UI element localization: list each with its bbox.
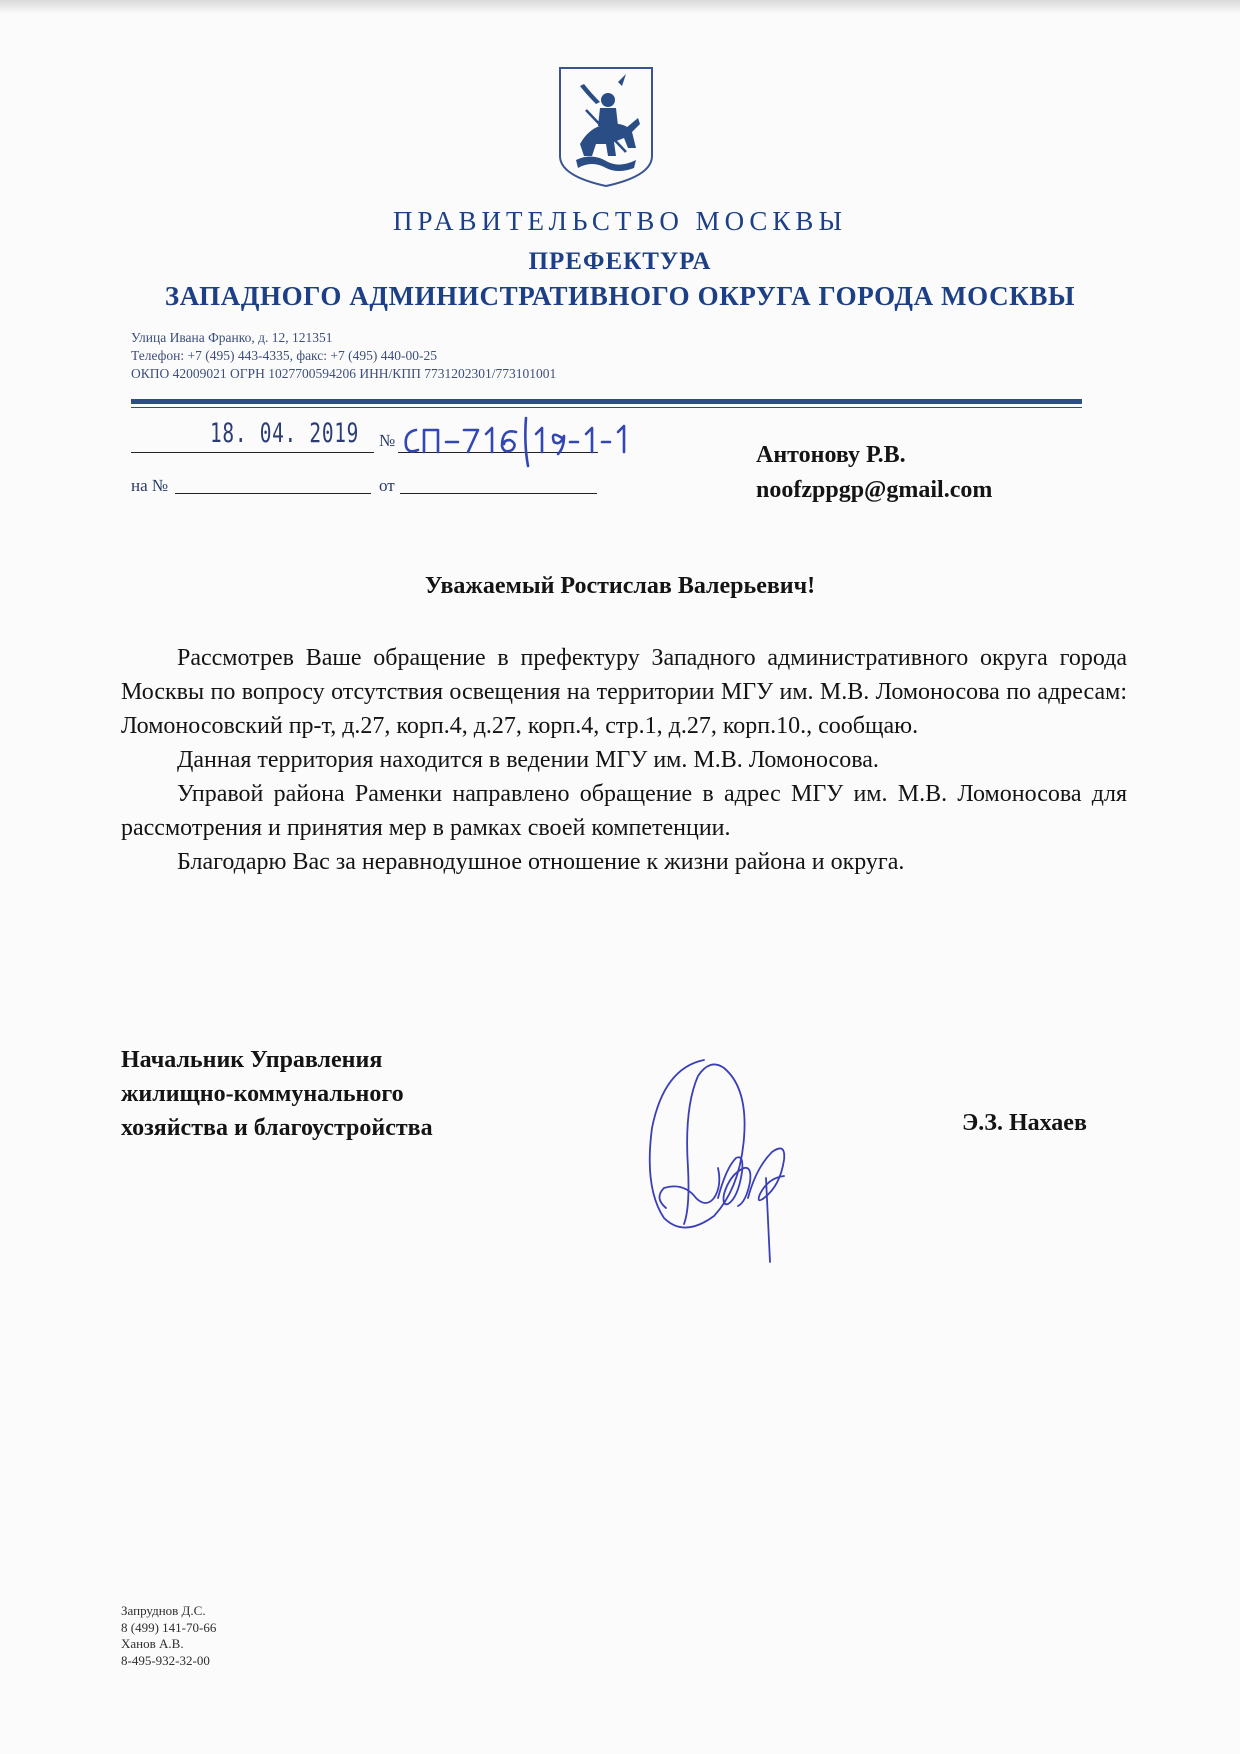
executor-line: 8-495-932-32-00 [121,1652,210,1668]
body-paragraph: Рассмотрев Ваше обращение в префектуру Западного административного округа города Москвы по вопросу отсутствия освещения на территории МГУ им. М.В. Ломоносова по адресам: Ломоносовский пр-т, д.27, корп.4, д.27, корп.4, стр.1, д.27, корп.10., сообщаю. [121,645,1127,739]
date-line [131,452,374,453]
from-label: от [379,476,395,495]
reference-number-label: на № [131,476,169,495]
letterhead-contacts [131,329,556,383]
signer-position [121,1043,433,1145]
body-paragraph: Данная территория находится в ведении МГУ им. М.В. Ломоносова. [177,747,879,773]
greeting: Уважаемый Ростислав Валерьевич! [424,573,816,599]
handwritten-registration-number [398,412,678,468]
executor-line: Ханов А.В. [121,1636,184,1651]
from-line [400,493,597,494]
letterhead-divider-thick [131,399,1082,404]
letterhead-divider-thin [131,407,1082,408]
handwritten-signature [644,1048,806,1272]
district-title: ЗАПАДНОГО АДМИНИСТРАТИВНОГО ОКРУГА ГОРОДА МОСКВЫ [164,281,1076,311]
signer-name: Э.З. Нахаев [962,1110,1087,1136]
addressee-block [756,438,992,508]
prefecture-title: ПРЕФЕКТУРА [528,248,712,275]
government-title: ПРАВИТЕЛЬСТВО МОСКВЫ [392,206,847,236]
letterhead-codes: ОКПО 42009021 ОГРН 1027700594206 ИНН/КПП 7731202301/773101001 [131,366,557,381]
scan-edge-shadow [0,0,1240,14]
signer-position-line: жилищно-коммунального [121,1081,404,1107]
executors-block [121,1603,216,1669]
body-paragraph: Благодарю Вас за неравнодушное отношение к жизни района и округа. [177,849,905,875]
number-label: № [379,431,396,450]
registration-date-stamp: 18. 04. 2019 [210,418,360,449]
letterhead-phone: Телефон: +7 (495) 443-4335, факс: +7 (495) 440-00-25 [131,348,437,363]
letter-body [121,641,1127,879]
letterhead-address: Улица Ивана Франко, д. 12, 121351 [131,330,333,345]
addressee-email: noofzppgp@gmail.com [756,477,993,503]
executor-line: 8 (499) 141-70-66 [121,1619,217,1635]
signer-position-line: Начальник Управления [121,1047,383,1073]
signer-position-line: хозяйства и благоустройства [121,1115,433,1141]
executor-line: Запруднов Д.С. [121,1603,206,1618]
body-paragraph: Управой района Раменки направлено обращение в адрес МГУ им. М.В. Ломоносова для рассмотрения и принятия мер в рамках своей компетенции. [121,781,1127,841]
addressee-name: Антонову Р.В. [756,442,906,468]
moscow-coat-of-arms-icon [556,64,656,188]
reference-number-line [175,493,371,494]
